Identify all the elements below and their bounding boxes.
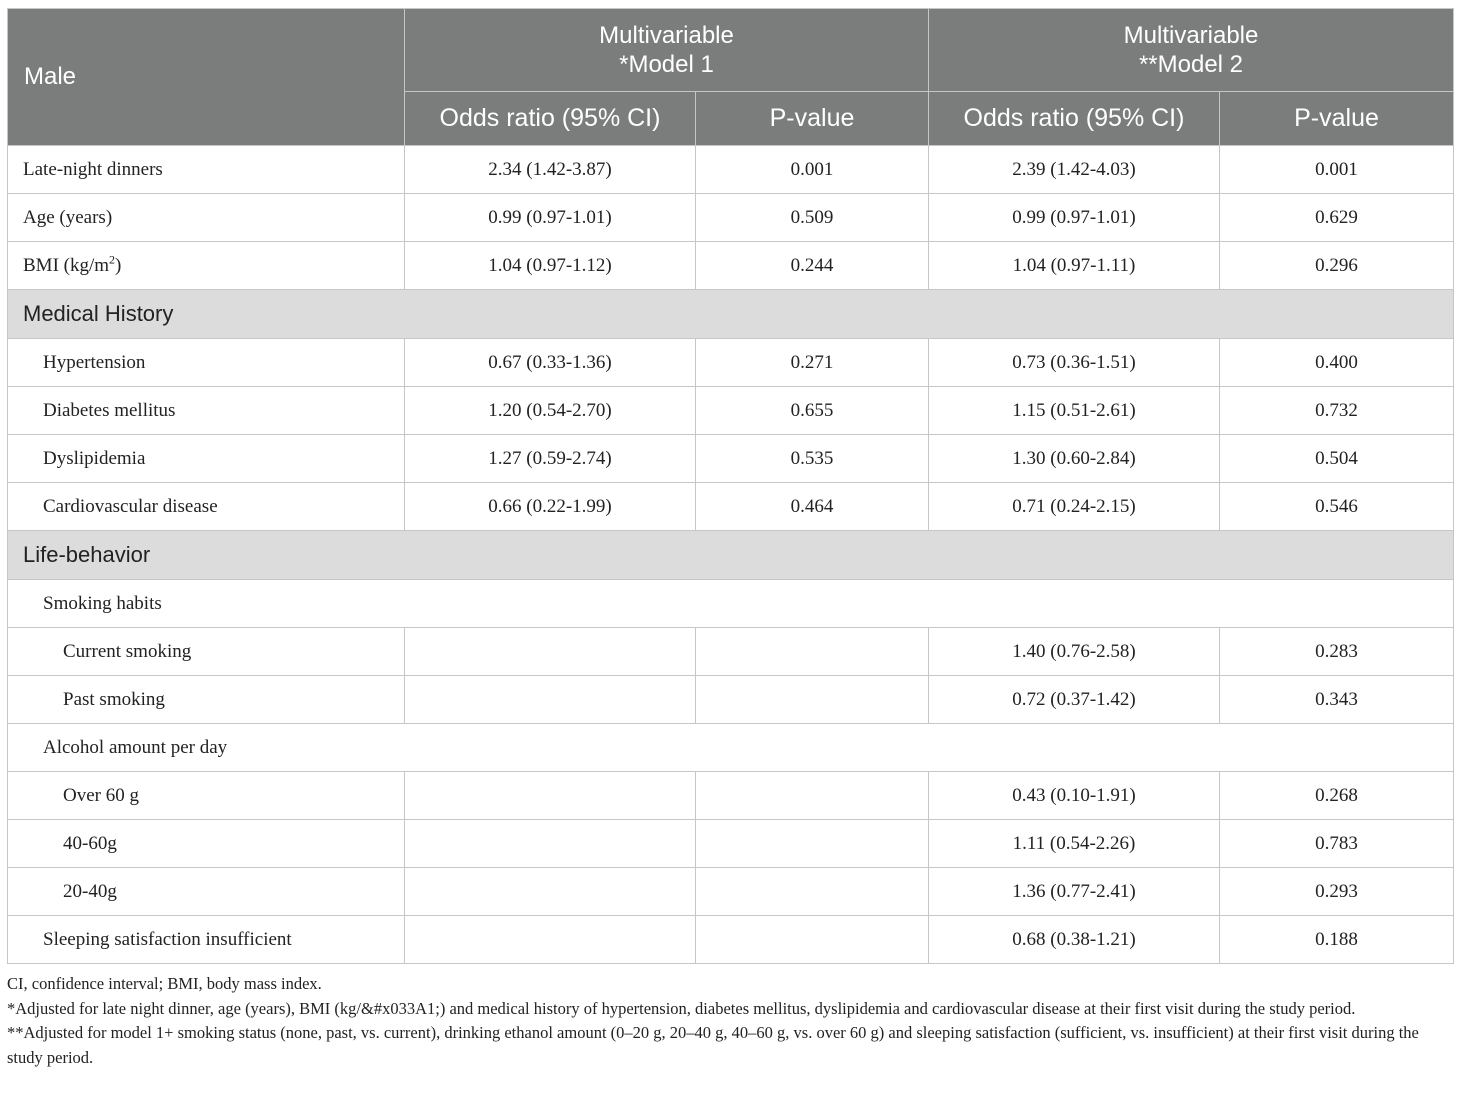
diabetes-m2-or: 1.15 (0.51-2.61)	[929, 387, 1220, 435]
hypertension-m2-p: 0.400	[1220, 339, 1454, 387]
over60-m1-or	[405, 772, 696, 820]
age-m2-p: 0.629	[1220, 194, 1454, 242]
a20-40-m1-p	[696, 868, 929, 916]
model1-header	[405, 9, 929, 92]
row-label-sleep: Sleeping satisfaction insufficient	[8, 916, 405, 964]
cvd-m1-p: 0.464	[696, 483, 929, 531]
footnote-abbreviations: CI, confidence interval; BMI, body mass index.	[7, 974, 322, 993]
section-row-life-behavior	[8, 531, 1454, 580]
current-smoking-m1-or	[405, 628, 696, 676]
bmi-label-superscript: 2	[109, 252, 116, 267]
model2-pvalue-header: P-value	[1220, 92, 1454, 146]
row-label-late-night: Late-night dinners	[8, 146, 405, 194]
a40-60-m1-p	[696, 820, 929, 868]
bmi-label-end: )	[115, 254, 122, 276]
row-label-current-smoking: Current smoking	[8, 628, 405, 676]
row-label-past-smoking: Past smoking	[8, 676, 405, 724]
footnote-model1: *Adjusted for late night dinner, age (years), BMI (kg/&#x033A1;) and medical history of hypertension, diabetes mellitus, dyslipidemia and cardiovascular disease at their first visit during the study period.	[7, 998, 1356, 1018]
cvd-m2-or: 0.71 (0.24-2.15)	[929, 483, 1220, 531]
table-row	[8, 628, 1454, 676]
table-row	[8, 772, 1454, 820]
table-row	[8, 820, 1454, 868]
dyslipidemia-m1-p: 0.535	[696, 435, 929, 483]
results-table-container	[7, 8, 1453, 964]
past-smoking-m2-p: 0.343	[1220, 676, 1454, 724]
model2-odds-ratio-header: Odds ratio (95% CI)	[929, 92, 1220, 146]
footnote-model2: **Adjusted for model 1+ smoking status (none, past, vs. current), drinking ethanol amount (0–20 g, 20–40 g, 40–60 g, vs. over 60 g) and sleeping satisfaction (sufficient, vs. insufficient) at their first visit during the study period.	[7, 1023, 1419, 1067]
row-label-bmi	[8, 242, 405, 290]
model2-line1: Multivariable	[1123, 22, 1259, 49]
a20-40-m2-or: 1.36 (0.77-2.41)	[929, 868, 1220, 916]
current-smoking-m1-p	[696, 628, 929, 676]
sleep-m2-or: 0.68 (0.38-1.21)	[929, 916, 1220, 964]
section-label-medical-history: Medical History	[8, 290, 1454, 339]
dyslipidemia-m2-p: 0.504	[1220, 435, 1454, 483]
dyslipidemia-m1-or: 1.27 (0.59-2.74)	[405, 435, 696, 483]
cvd-m2-p: 0.546	[1220, 483, 1454, 531]
late-night-m2-p: 0.001	[1220, 146, 1454, 194]
age-m2-or: 0.99 (0.97-1.01)	[929, 194, 1220, 242]
table-row	[8, 339, 1454, 387]
a40-60-m2-p: 0.783	[1220, 820, 1454, 868]
model1-pvalue-header: P-value	[696, 92, 929, 146]
table-row	[8, 194, 1454, 242]
male-header: Male	[8, 9, 405, 146]
row-label-20-40g: 20-40g	[8, 868, 405, 916]
table-row	[8, 242, 1454, 290]
age-m1-p: 0.509	[696, 194, 929, 242]
past-smoking-m2-or: 0.72 (0.37-1.42)	[929, 676, 1220, 724]
over60-m1-p	[696, 772, 929, 820]
table-row	[8, 916, 1454, 964]
table-row	[8, 868, 1454, 916]
hypertension-m1-p: 0.271	[696, 339, 929, 387]
late-night-m1-p: 0.001	[696, 146, 929, 194]
late-night-m2-or: 2.39 (1.42-4.03)	[929, 146, 1220, 194]
model1-odds-ratio-header: Odds ratio (95% CI)	[405, 92, 696, 146]
bmi-m1-or: 1.04 (0.97-1.12)	[405, 242, 696, 290]
sleep-m2-p: 0.188	[1220, 916, 1454, 964]
diabetes-m2-p: 0.732	[1220, 387, 1454, 435]
row-label-40-60g: 40-60g	[8, 820, 405, 868]
bmi-m2-or: 1.04 (0.97-1.11)	[929, 242, 1220, 290]
a20-40-m1-or	[405, 868, 696, 916]
age-m1-or: 0.99 (0.97-1.01)	[405, 194, 696, 242]
dyslipidemia-m2-or: 1.30 (0.60-2.84)	[929, 435, 1220, 483]
sleep-m1-or	[405, 916, 696, 964]
hypertension-m2-or: 0.73 (0.36-1.51)	[929, 339, 1220, 387]
sleep-m1-p	[696, 916, 929, 964]
header-row-groups	[8, 9, 1454, 92]
cvd-m1-or: 0.66 (0.22-1.99)	[405, 483, 696, 531]
current-smoking-m2-or: 1.40 (0.76-2.58)	[929, 628, 1220, 676]
model1-line2: *Model 1	[619, 51, 714, 78]
table-row	[8, 483, 1454, 531]
late-night-m1-or: 2.34 (1.42-3.87)	[405, 146, 696, 194]
bmi-label-text: BMI (kg/m	[23, 254, 110, 276]
over60-m2-or: 0.43 (0.10-1.91)	[929, 772, 1220, 820]
a40-60-m1-or	[405, 820, 696, 868]
table-footnotes	[7, 972, 1453, 1070]
row-label-diabetes: Diabetes mellitus	[8, 387, 405, 435]
row-label-age: Age (years)	[8, 194, 405, 242]
past-smoking-m1-p	[696, 676, 929, 724]
past-smoking-m1-or	[405, 676, 696, 724]
bmi-m1-p: 0.244	[696, 242, 929, 290]
model2-header	[929, 9, 1454, 92]
section-row-medical-history	[8, 290, 1454, 339]
table-row	[8, 146, 1454, 194]
row-label-hypertension: Hypertension	[8, 339, 405, 387]
a40-60-m2-or: 1.11 (0.54-2.26)	[929, 820, 1220, 868]
table-row	[8, 435, 1454, 483]
hypertension-m1-or: 0.67 (0.33-1.36)	[405, 339, 696, 387]
row-label-over60: Over 60 g	[8, 772, 405, 820]
row-label-cvd: Cardiovascular disease	[8, 483, 405, 531]
table-row	[8, 580, 1454, 628]
a20-40-m2-p: 0.293	[1220, 868, 1454, 916]
row-label-dyslipidemia: Dyslipidemia	[8, 435, 405, 483]
row-label-smoking-habits: Smoking habits	[8, 580, 1454, 628]
table-header	[8, 9, 1454, 146]
odds-ratio-table	[7, 8, 1454, 964]
model1-line1: Multivariable	[599, 22, 734, 49]
diabetes-m1-or: 1.20 (0.54-2.70)	[405, 387, 696, 435]
current-smoking-m2-p: 0.283	[1220, 628, 1454, 676]
model2-line2: **Model 2	[1138, 51, 1244, 78]
diabetes-m1-p: 0.655	[696, 387, 929, 435]
table-row	[8, 676, 1454, 724]
table-row	[8, 724, 1454, 772]
bmi-m2-p: 0.296	[1220, 242, 1454, 290]
table-body	[8, 146, 1454, 964]
table-row	[8, 387, 1454, 435]
section-label-life-behavior: Life-behavior	[8, 531, 1454, 580]
over60-m2-p: 0.268	[1220, 772, 1454, 820]
row-label-alcohol: Alcohol amount per day	[8, 724, 1454, 772]
